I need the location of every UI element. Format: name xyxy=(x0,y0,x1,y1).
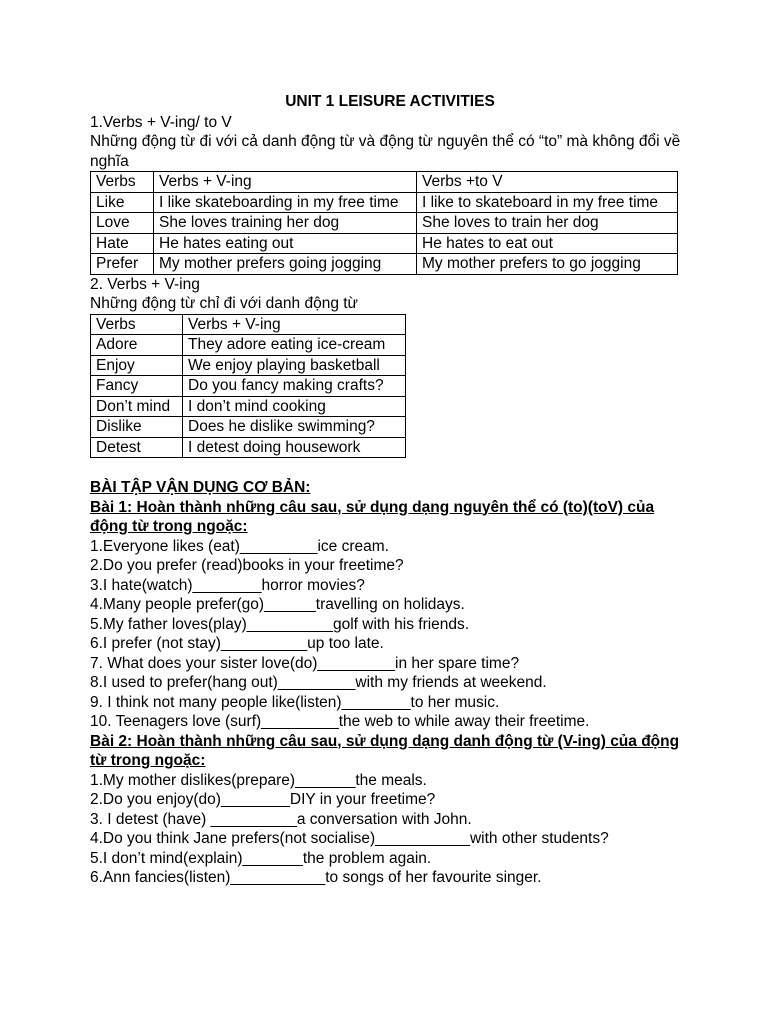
table-row xyxy=(91,233,678,254)
table-row xyxy=(91,192,678,213)
document-page xyxy=(90,92,690,888)
table-verbs-ving xyxy=(90,314,406,459)
table-cell: Love xyxy=(91,213,154,234)
exercise-item: 5.My father loves(play)__________golf with his friends. xyxy=(90,615,470,633)
table-header-cell: Verbs +to V xyxy=(417,172,678,193)
table-row xyxy=(91,213,678,234)
exercise-item: 8.I used to prefer(hang out)_________with my friends at weekend. xyxy=(90,674,547,691)
exercise-item: 3. I detest (have) __________a conversation with John. xyxy=(90,810,472,828)
table-row xyxy=(91,376,406,397)
exercise-item: 7. What does your sister love(do)_________in her spare time? xyxy=(90,654,520,672)
exercise2-instruction xyxy=(90,732,690,771)
table-cell: Dislike xyxy=(91,417,183,438)
section1-heading: 1.Verbs + V-ing/ to V xyxy=(90,113,232,131)
table-cell: I detest doing housework xyxy=(183,437,406,458)
section2-heading: 2. Verbs + V-ing xyxy=(90,275,200,293)
exercise-item: 1.Everyone likes (eat)_________ice cream. xyxy=(90,537,389,555)
exercise-item: 3.I hate(watch)________horror movies? xyxy=(90,576,365,594)
table-cell: They adore eating ice-cream xyxy=(183,335,406,356)
spacer xyxy=(90,458,690,478)
table-row xyxy=(91,417,406,438)
doc-title: UNIT 1 LEISURE ACTIVITIES xyxy=(285,93,495,110)
table-cell: I like skateboarding in my free time xyxy=(154,192,417,213)
table-cell: Adore xyxy=(91,335,183,356)
table-cell: Don’t mind xyxy=(91,396,183,417)
table-cell: Prefer xyxy=(91,254,154,275)
exercise-item: 4.Do you think Jane prefers(not socialise)___________with other students? xyxy=(90,830,609,847)
table-cell: Like xyxy=(91,192,154,213)
exercise1-label: Bài 1: xyxy=(90,498,133,516)
exercise2-label: Bài 2: xyxy=(90,732,133,750)
exercise2-text: Hoàn thành những câu sau, sử dụng dạng danh động từ (V-ing) của động từ trong ngoặc: xyxy=(90,732,680,769)
table-row xyxy=(91,396,406,417)
table-header-row xyxy=(91,314,406,335)
exercise-item: 6.I prefer (not stay)__________up too late. xyxy=(90,635,384,652)
table-cell: I like to skateboard in my free time xyxy=(417,192,678,213)
table-cell: We enjoy playing basketball xyxy=(183,355,406,376)
table-header-cell: Verbs xyxy=(91,314,183,335)
exercise1-text: Hoàn thành những câu sau, sử dụng dạng nguyên thể có (to)(toV) của động từ trong ngoặc: xyxy=(90,498,655,535)
table-row xyxy=(91,437,406,458)
table-row xyxy=(91,355,406,376)
table-cell: Enjoy xyxy=(91,355,183,376)
table-header-row xyxy=(91,172,678,193)
exercise1-instruction xyxy=(90,498,690,537)
exercise-item: 5.I don’t mind(explain)_______the problem again. xyxy=(90,849,432,867)
exercise-item: 2.Do you enjoy(do)________DIY in your freetime? xyxy=(90,791,436,808)
table-cell: Does he dislike swimming? xyxy=(183,417,406,438)
table-cell: My mother prefers going jogging xyxy=(154,254,417,275)
table-cell: I don’t mind cooking xyxy=(183,396,406,417)
table-cell: Do you fancy making crafts? xyxy=(183,376,406,397)
table-cell: Detest xyxy=(91,437,183,458)
section1-desc: Những động từ đi với cả danh động từ và động từ nguyên thể có “to” mà không đổi về nghĩa xyxy=(90,133,681,170)
table-header-cell: Verbs xyxy=(91,172,154,193)
table-cell: He hates to eat out xyxy=(417,233,678,254)
exercise-item: 4.Many people prefer(go)______travelling on holidays. xyxy=(90,596,465,613)
section2-desc: Những động từ chỉ đi với danh động từ xyxy=(90,295,358,312)
table-cell: Fancy xyxy=(91,376,183,397)
table-header-cell: Verbs + V-ing xyxy=(183,314,406,335)
table-verbs-ving-tov xyxy=(90,171,678,275)
table-cell: My mother prefers to go jogging xyxy=(417,254,678,275)
table-cell: She loves training her dog xyxy=(154,213,417,234)
exercises-heading: BÀI TẬP VẬN DỤNG CƠ BẢN: xyxy=(90,479,311,496)
exercise-item: 1.My mother dislikes(prepare)_______the meals. xyxy=(90,771,427,789)
table-cell: Hate xyxy=(91,233,154,254)
exercise-item: 2.Do you prefer (read)books in your freetime? xyxy=(90,557,404,574)
table-cell: She loves to train her dog xyxy=(417,213,678,234)
table-row xyxy=(91,335,406,356)
table-header-cell: Verbs + V-ing xyxy=(154,172,417,193)
exercise-item: 10. Teenagers love (surf)_________the web to while away their freetime. xyxy=(90,713,590,730)
exercise-item: 6.Ann fancies(listen)___________to songs of her favourite singer. xyxy=(90,869,542,886)
table-row xyxy=(91,254,678,275)
exercise-item: 9. I think not many people like(listen)________to her music. xyxy=(90,693,500,711)
table-cell: He hates eating out xyxy=(154,233,417,254)
